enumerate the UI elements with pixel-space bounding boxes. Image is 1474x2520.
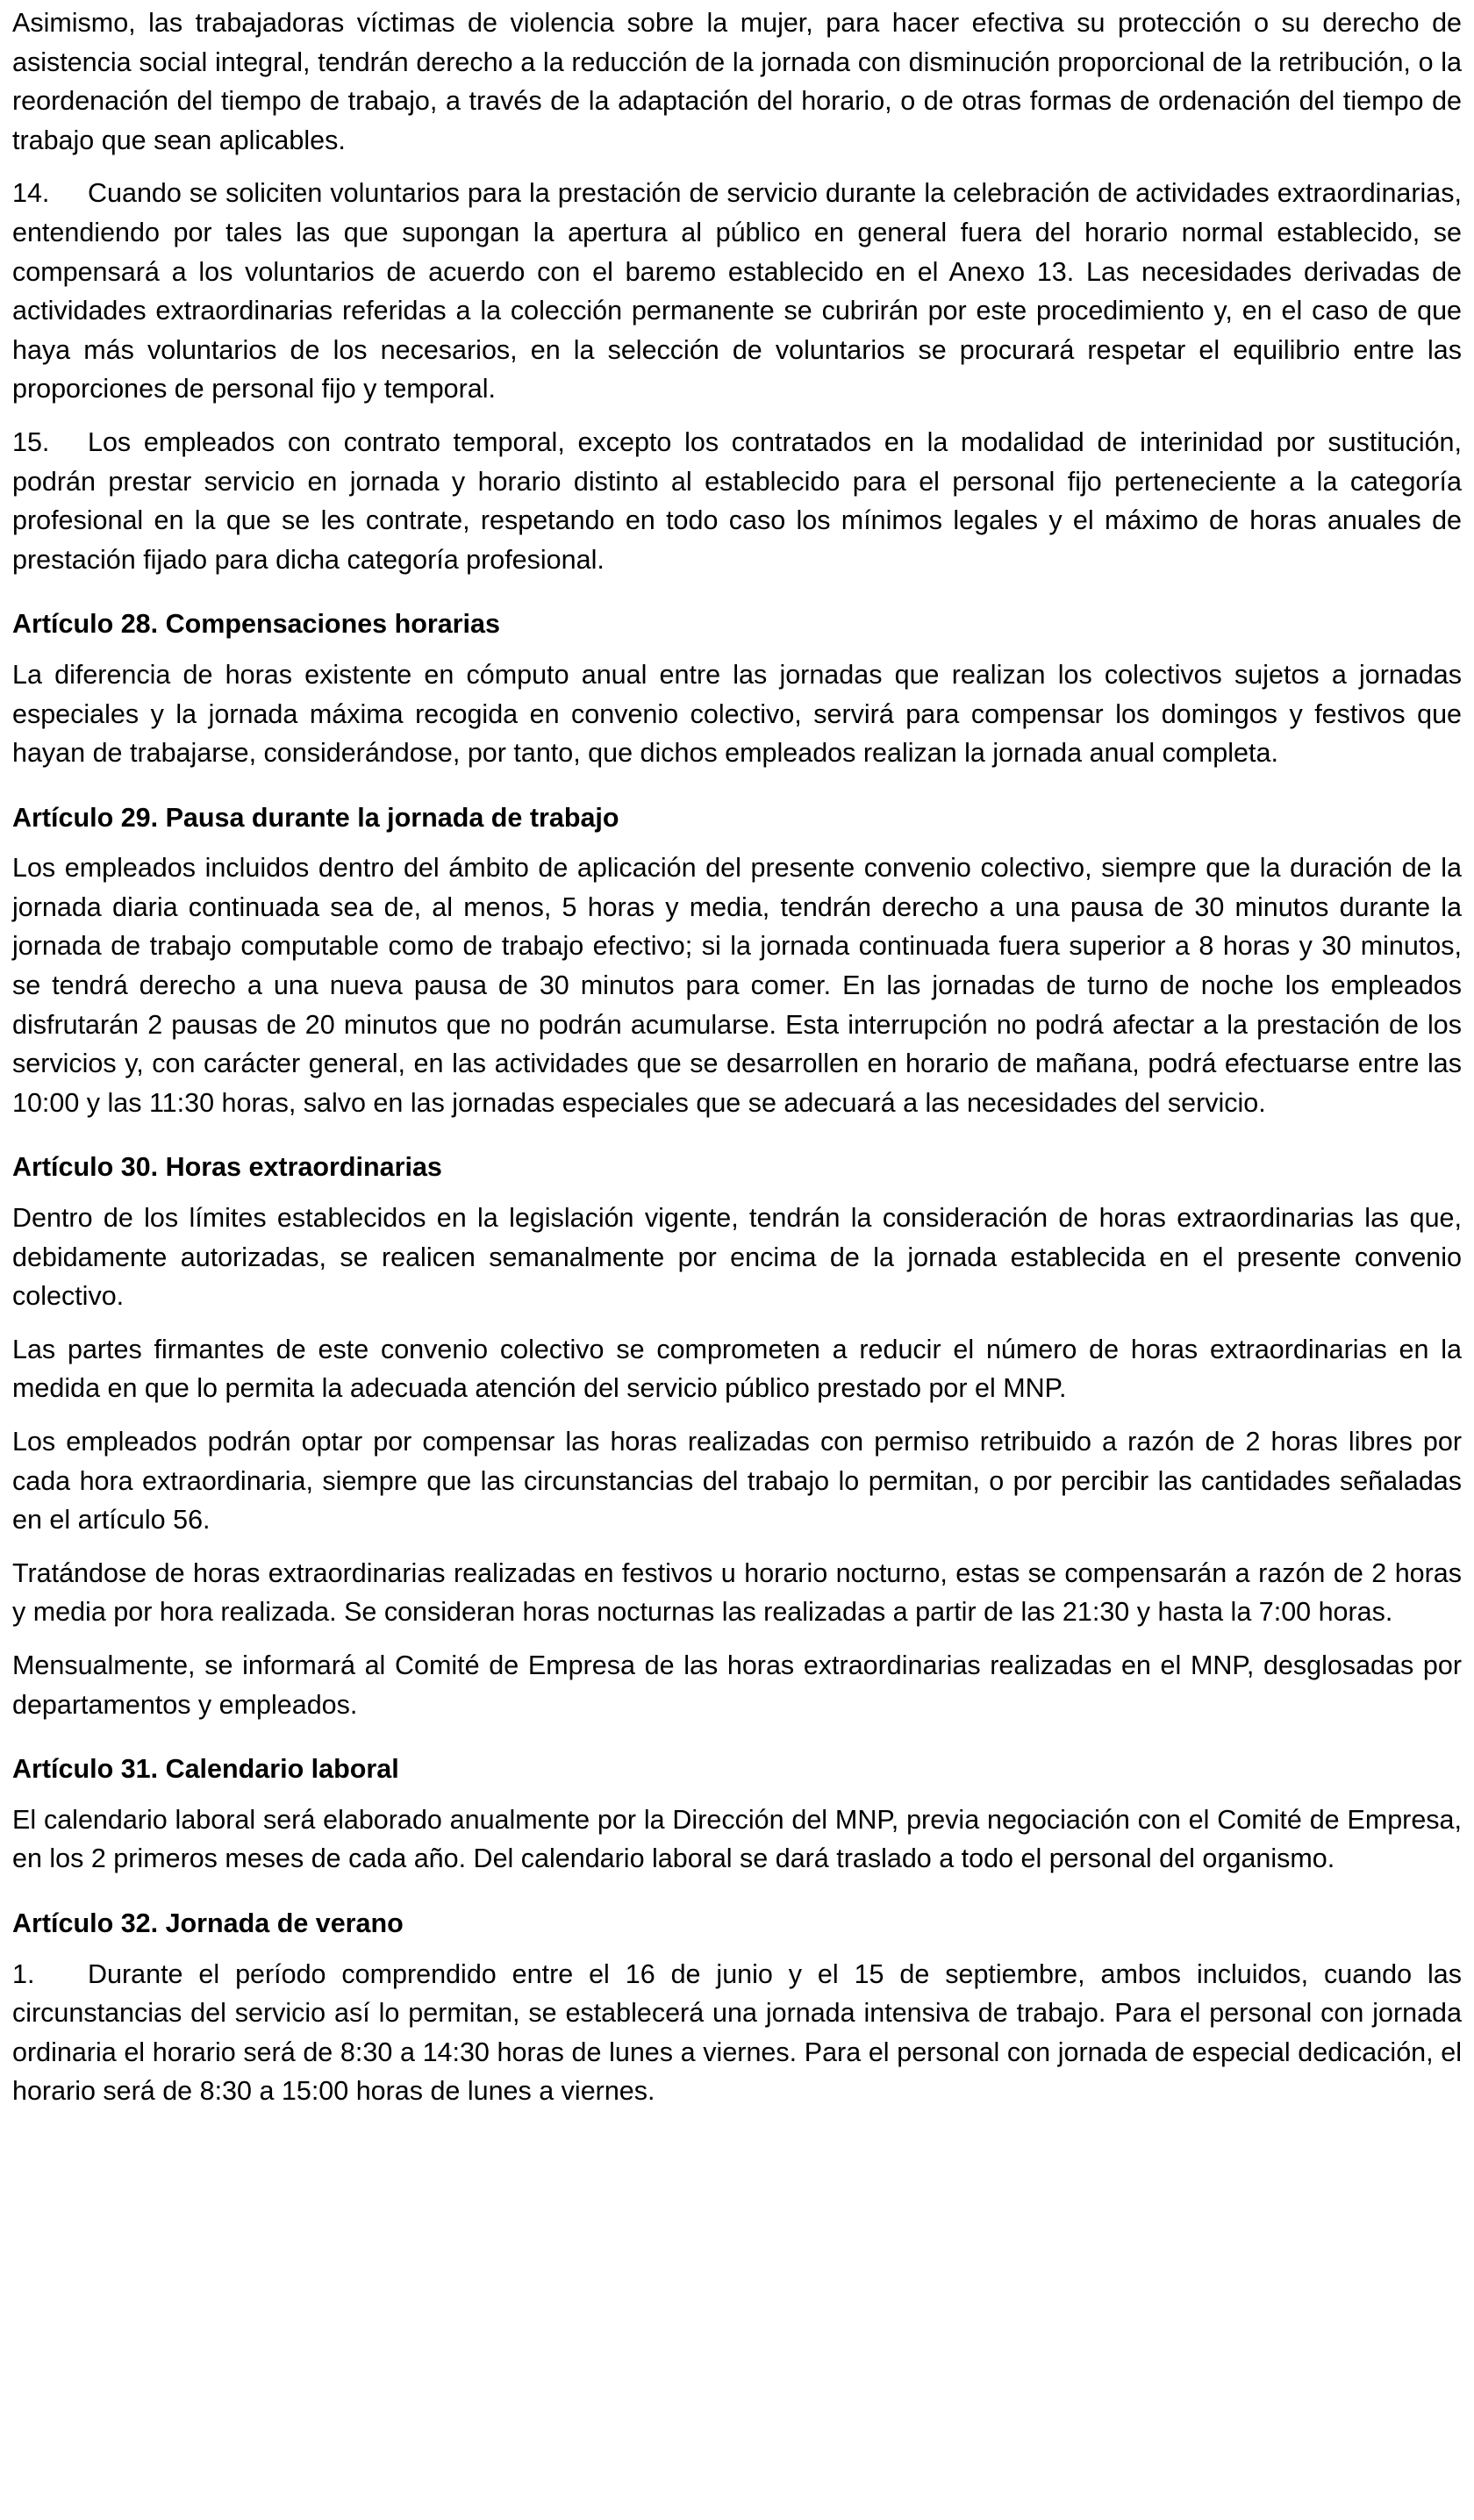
paragraph: Dentro de los límites establecidos en la legislación vigente, tendrán la consideración de horas extraordinarias las que, debidamente autorizadas, se realicen semanalmente por encima de la jornada establecida en el presente convenio colectivo.: [12, 1203, 1462, 1312]
paragraph: El calendario laboral será elaborado anualmente por la Dirección del MNP, previa negociación con el Comité de Empresa, en los 2 primeros meses de cada año. Del calendario laboral se dará traslado a todo el personal del organismo.: [12, 1804, 1462, 1874]
numbered-item: [12, 423, 1462, 579]
paragraph: La diferencia de horas existente en cómputo anual entre las jornadas que realizan los colectivos sujetos a jornadas especiales y la jornada máxima recogida en convenio colectivo, servirá para compensar los domingos y festivos que hayan de trabajarse, considerándose, por tanto, que dichos empleados realizan la jornada anual completa.: [12, 659, 1462, 769]
item-number: 14.: [12, 178, 50, 209]
numbered-item: [12, 174, 1462, 409]
numbered-item: [12, 1955, 1462, 2111]
article-heading: Artículo 30. Horas extraordinarias: [12, 1152, 442, 1183]
article-heading: Artículo 28. Compensaciones horarias: [12, 609, 500, 640]
article-heading: Artículo 29. Pausa durante la jornada de trabajo: [12, 802, 619, 833]
article-heading: Artículo 31. Calendario laboral: [12, 1754, 399, 1785]
paragraph: Los empleados incluidos dentro del ámbito de aplicación del presente convenio colectivo, siempre que la duración de la jornada diaria continuada sea de, al menos, 5 horas y media, tendrán derecho a una pausa de 30 minutos durante la jornada de trabajo computable como de trabajo efectivo; si la jornada continuada fuera superior a 8 horas y 30 minutos, se tendrá derecho a una nueva pausa de 30 minutos para comer. En las jornadas de turno de noche los empleados disfrutarán 2 pausas de 20 minutos que no podrán acumularse. Esta interrupción no podrá afectar a la prestación de los servicios y, con carácter general, en las actividades que se desarrollen en horario de mañana, podrá efectuarse entre las 10:00 y las 11:30 horas, salvo en las jornadas especiales que se adecuará a las necesidades del servicio.: [12, 853, 1462, 1118]
paragraph: Los empleados podrán optar por compensar las horas realizadas con permiso retribuido a razón de 2 horas libres por cada hora extraordinaria, siempre que las circunstancias del trabajo lo permitan, o por percibir las cantidades señaladas en el artículo 56.: [12, 1427, 1462, 1536]
item-number: 1.: [12, 1958, 35, 1989]
item-text: Cuando se soliciten voluntarios para la prestación de servicio durante la celebración de actividades extraordinarias, entendiendo por tales las que supongan la apertura al público en general fuera del horario normal establecido, se compensará a los voluntarios de acuerdo con el baremo establecido en el Anexo 13. Las necesidades derivadas de actividades extraordinarias referidas a la colección permanente se cubrirán por este procedimiento y, en el caso de que haya más voluntarios de los necesarios, en la selección de voluntarios se procurará respetar el equilibrio entre las proporciones de personal fijo y temporal.: [12, 178, 1462, 404]
paragraph: Asimismo, las trabajadoras víctimas de violencia sobre la mujer, para hacer efectiva su protección o su derecho de asistencia social integral, tendrán derecho a la reducción de la jornada con disminución proporcional de la retribución, o la reordenación del tiempo de trabajo, a través de la adaptación del horario, o de otras formas de ordenación del tiempo de trabajo que sean aplicables.: [12, 8, 1462, 155]
item-text: Los empleados con contrato temporal, excepto los contratados en la modalidad de interinidad por sustitución, podrán prestar servicio en jornada y horario distinto al establecido para el personal fijo perteneciente a la categoría profesional en la que se les contrate, respetando en todo caso los mínimos legales y el máximo de horas anuales de prestación fijado para dicha categoría profesional.: [12, 426, 1462, 575]
item-number: 15.: [12, 426, 50, 457]
paragraph: Mensualmente, se informará al Comité de Empresa de las horas extraordinarias realizadas en el MNP, desglosadas por departamentos y empleados.: [12, 1650, 1462, 1720]
paragraph: Tratándose de horas extraordinarias realizadas en festivos u horario nocturno, estas se compensarán a razón de 2 horas y media por hora realizada. Se consideran horas nocturnas las realizadas a partir de las 21:30 y hasta la 7:00 horas.: [12, 1557, 1462, 1628]
paragraph: Las partes firmantes de este convenio colectivo se comprometen a reducir el número de horas extraordinarias en la medida en que lo permita la adecuada atención del servicio público prestado por el MNP.: [12, 1334, 1462, 1404]
item-text: Durante el período comprendido entre el 16 de junio y el 15 de septiembre, ambos incluidos, cuando las circunstancias del servicio así lo permitan, se establecerá una jornada intensiva de trabajo. Para el personal con jornada ordinaria el horario será de 8:30 a 14:30 horas de lunes a viernes. Para el personal con jornada de especial dedicación, el horario será de 8:30 a 15:00 horas de lunes a viernes.: [12, 1958, 1462, 2107]
article-heading: Artículo 32. Jornada de verano: [12, 1908, 404, 1938]
